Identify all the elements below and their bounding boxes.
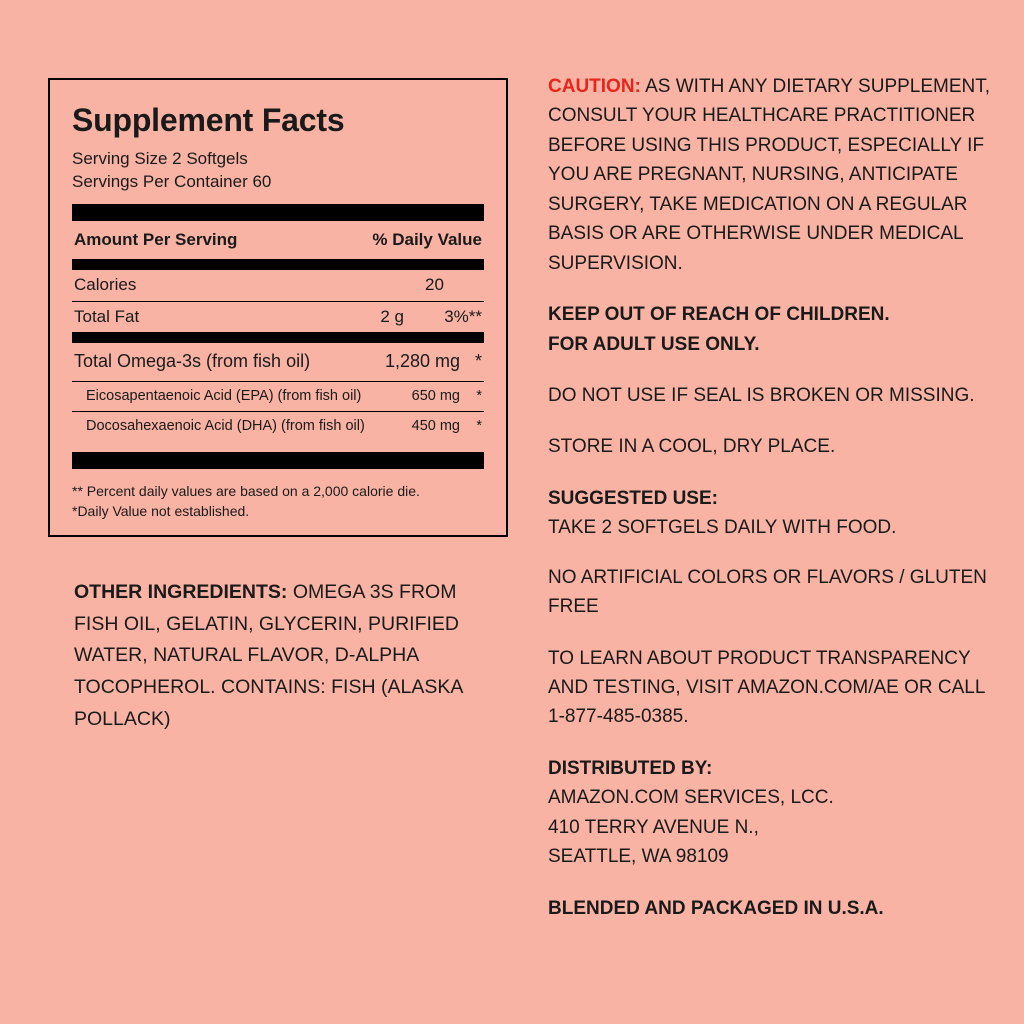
table-row <box>72 382 484 411</box>
storage-notice: STORE IN A COOL, DRY PLACE. <box>548 436 836 458</box>
caution-text: AS WITH ANY DIETARY SUPPLEMENT, CONSULT YOUR HEALTHCARE PRACTITIONER BEFORE USING THIS PRODUCT, ESPECIALLY IF YOU ARE PREGNANT, NURSING, ANTICIPATE SURGERY, TAKE MEDICATION ON A REGULAR BASIS OR ARE OTHERWISE UNDER MEDICAL SUPERVISION. <box>548 76 991 274</box>
seal-notice: DO NOT USE IF SEAL IS BROKEN OR MISSING. <box>548 384 975 406</box>
other-ingredients-block <box>48 577 504 735</box>
row-amount-dha: 450 mg <box>411 418 460 435</box>
divider-thick-top <box>72 204 484 221</box>
suggested-use-text: TAKE 2 SOFTGELS DAILY WITH FOOD. <box>548 517 897 539</box>
row-dv-dha: * <box>476 418 482 435</box>
right-column <box>548 72 994 945</box>
suggested-use-label: SUGGESTED USE: <box>548 487 718 509</box>
row-label-total-fat: Total Fat <box>74 306 140 326</box>
row-dv-epa: * <box>476 387 482 404</box>
divider-med-2 <box>72 332 484 343</box>
other-ingredients-text: OMEGA 3S FROM FISH OIL, GELATIN, GLYCERIN, PURIFIED WATER, NATURAL FLAVOR, D-ALPHA TOCOPHEROL. CONTAINS: FISH (ALASKA POLLACK) <box>74 581 463 730</box>
row-label-calories: Calories <box>74 275 137 295</box>
table-row <box>72 302 484 332</box>
left-column <box>48 78 510 735</box>
column-header-amount: Amount Per Serving <box>74 230 238 250</box>
no-artificial-notice: NO ARTIFICIAL COLORS OR FLAVORS / GLUTEN FREE <box>548 566 987 618</box>
distributed-by-address: AMAZON.COM SERVICES, LCC. 410 TERRY AVENUE N., SEATTLE, WA 98109 <box>548 787 834 868</box>
row-amount-calories: 20 <box>425 275 444 295</box>
other-ingredients-heading: OTHER INGREDIENTS: <box>74 581 288 604</box>
supplement-facts-title: Supplement Facts <box>72 102 345 138</box>
serving-size: Serving Size 2 Softgels <box>72 149 248 169</box>
table-row <box>72 412 484 441</box>
table-row <box>72 343 484 381</box>
column-header-daily-value: % Daily Value <box>372 230 482 250</box>
footnote-daily-value-not-established: *Daily Value not established. <box>72 502 250 519</box>
divider-med-1 <box>72 259 484 270</box>
row-amount-total-omega3s: 1,280 mg <box>384 351 460 372</box>
row-amount-epa: 650 mg <box>411 387 460 404</box>
row-amount-total-fat: 2 g <box>380 306 404 326</box>
supplement-facts-panel <box>48 78 508 537</box>
keep-out-of-reach-notice: KEEP OUT OF REACH OF CHILDREN. FOR ADULT USE ONLY. <box>548 304 890 355</box>
distributed-by-block <box>548 754 994 872</box>
divider-thick-bottom <box>72 452 484 469</box>
footnote-percent-daily-values: ** Percent daily values are based on a 2,000 calorie die. <box>72 482 420 499</box>
transparency-notice: TO LEARN ABOUT PRODUCT TRANSPARENCY AND TESTING, VISIT AMAZON.COM/AE OR CALL 1-877-485-0385. <box>548 647 986 728</box>
caution-paragraph <box>548 72 994 278</box>
row-dv-total-omega3s: * <box>474 351 482 372</box>
servings-per-container: Servings Per Container 60 <box>72 172 272 192</box>
row-label-dha: Docosahexaenoic Acid (DHA) (from fish oil) <box>86 418 365 435</box>
suggested-use-block <box>548 484 994 543</box>
row-dv-total-fat: 3%** <box>444 306 482 326</box>
table-row <box>72 270 484 300</box>
distributed-by-label: DISTRIBUTED BY: <box>548 757 713 779</box>
row-label-total-omega3s: Total Omega-3s (from fish oil) <box>74 351 311 372</box>
facts-table-header <box>72 221 484 259</box>
caution-label: CAUTION: <box>548 76 641 97</box>
blended-packaged-notice: BLENDED AND PACKAGED IN U.S.A. <box>548 897 884 919</box>
row-label-epa: Eicosapentaenoic Acid (EPA) (from fish oil) <box>86 387 362 404</box>
